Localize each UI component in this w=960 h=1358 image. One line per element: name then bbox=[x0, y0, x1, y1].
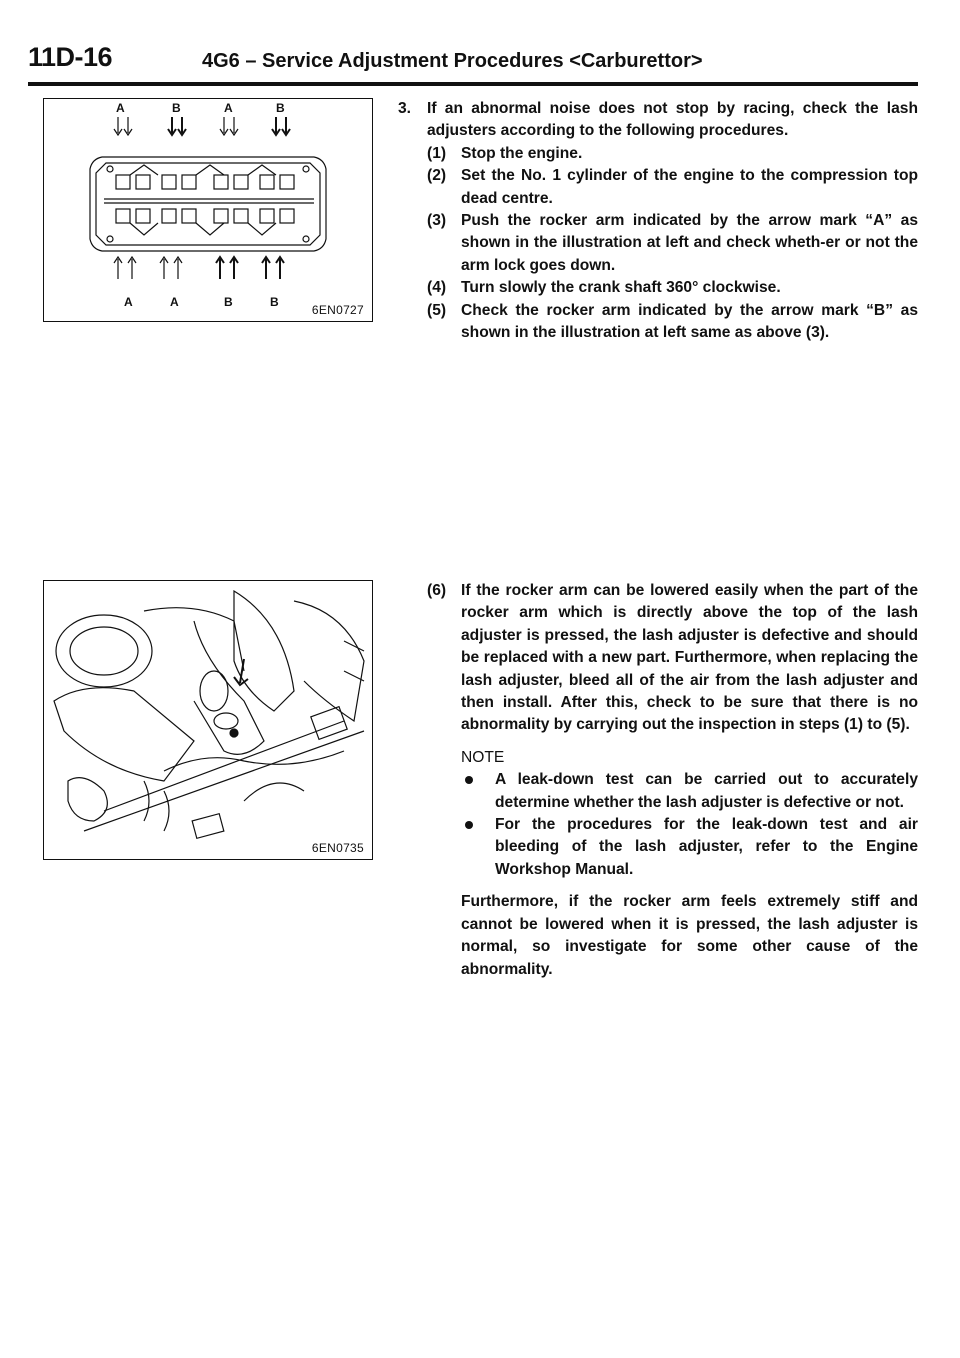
step-3-text: If an abnormal noise does not stop by racing, check the lash adjusters according to the following procedures. bbox=[427, 100, 918, 140]
step-3-block bbox=[398, 98, 918, 344]
page-id: 11D-16 bbox=[28, 42, 113, 72]
rocker-row-top bbox=[116, 175, 294, 189]
closing-paragraph: Furthermore, if the rocker arm feels extremely stiff and cannot be lowered when it is pressed, the lash adjuster is normal, so investigate for some other cause of the abnormality. bbox=[461, 893, 918, 978]
figure-rocker-arm-press bbox=[43, 580, 373, 860]
bullet-dot-icon bbox=[461, 814, 495, 881]
top-label-a1: A bbox=[116, 101, 125, 115]
top-label-b2: B bbox=[276, 101, 285, 115]
substep bbox=[398, 165, 918, 210]
substep-text: Stop the engine. bbox=[461, 144, 583, 162]
rocker-arm-layout-drawing bbox=[44, 99, 372, 321]
substep bbox=[398, 143, 918, 165]
substep-number: (3) bbox=[427, 212, 447, 230]
step-3 bbox=[398, 98, 918, 143]
step-6-text: If the rocker arm can be lowered easily when the part of the rocker arm which is directly above the top of the lash adjuster is pressed, the lash adjuster is defective and should be replaced with a new part. Furthermore, when replacing the lash adjuster, bleed all of the air from the lash adjuster and then install. After this, check to be sure that there is no abnormality by carrying out the inspection in steps (1) to (5). bbox=[461, 582, 918, 734]
substep-number: (1) bbox=[427, 144, 447, 162]
bullet-dot-icon bbox=[461, 769, 495, 814]
bottom-label-a2: A bbox=[170, 295, 179, 309]
substep-number: (5) bbox=[427, 301, 447, 319]
figure-rocker-arm-layout bbox=[43, 98, 373, 322]
substep bbox=[398, 300, 918, 345]
page-header bbox=[28, 40, 918, 82]
substep bbox=[398, 277, 918, 299]
top-label-a2: A bbox=[224, 101, 233, 115]
top-arrow-group bbox=[114, 117, 290, 135]
step-6-block bbox=[398, 580, 918, 981]
substep-number: (4) bbox=[427, 279, 447, 297]
bottom-label-b1: B bbox=[224, 295, 233, 309]
substep-text: Set the No. 1 cylinder of the engine to the compression top dead centre. bbox=[461, 167, 918, 207]
header-rule bbox=[28, 82, 918, 86]
substep-number: (2) bbox=[427, 167, 447, 185]
page-title: 4G6 – Service Adjustment Procedures <Carburettor> bbox=[202, 50, 703, 72]
substep-text: Turn slowly the crank shaft 360° clockwise. bbox=[461, 279, 781, 297]
figure-code-2: 6EN0735 bbox=[311, 841, 364, 855]
step-6 bbox=[398, 580, 918, 737]
rocker-row-bottom bbox=[116, 209, 294, 223]
note-bullet bbox=[398, 814, 918, 881]
bottom-label-a1: A bbox=[124, 295, 133, 309]
note-label: NOTE bbox=[461, 748, 505, 766]
step-3-number: 3. bbox=[398, 100, 412, 117]
substep-text: Push the rocker arm indicated by the arrow mark “A” as shown in the illustration at left and check wheth-er or not the arm lock goes down. bbox=[461, 212, 918, 274]
note-bullet-text: A leak-down test can be carried out to accurately determine whether the lash adjuster is defective or not. bbox=[495, 771, 918, 811]
figure-code-1: 6EN0727 bbox=[311, 303, 364, 317]
step-6-number: (6) bbox=[427, 582, 447, 599]
substep-text: Check the rocker arm indicated by the arrow mark “B” as shown in the illustration at left same as above (3). bbox=[461, 301, 918, 342]
note-bullet-text: For the procedures for the leak-down test and air bleeding of the lash adjuster, refer to the Engine Workshop Manual. bbox=[495, 816, 918, 878]
top-label-b1: B bbox=[172, 101, 181, 115]
bottom-label-b2: B bbox=[270, 295, 279, 309]
substep bbox=[398, 210, 918, 277]
note-bullet bbox=[398, 769, 918, 814]
bottom-arrow-group bbox=[114, 257, 284, 279]
rocker-arm-press-drawing bbox=[44, 581, 372, 859]
